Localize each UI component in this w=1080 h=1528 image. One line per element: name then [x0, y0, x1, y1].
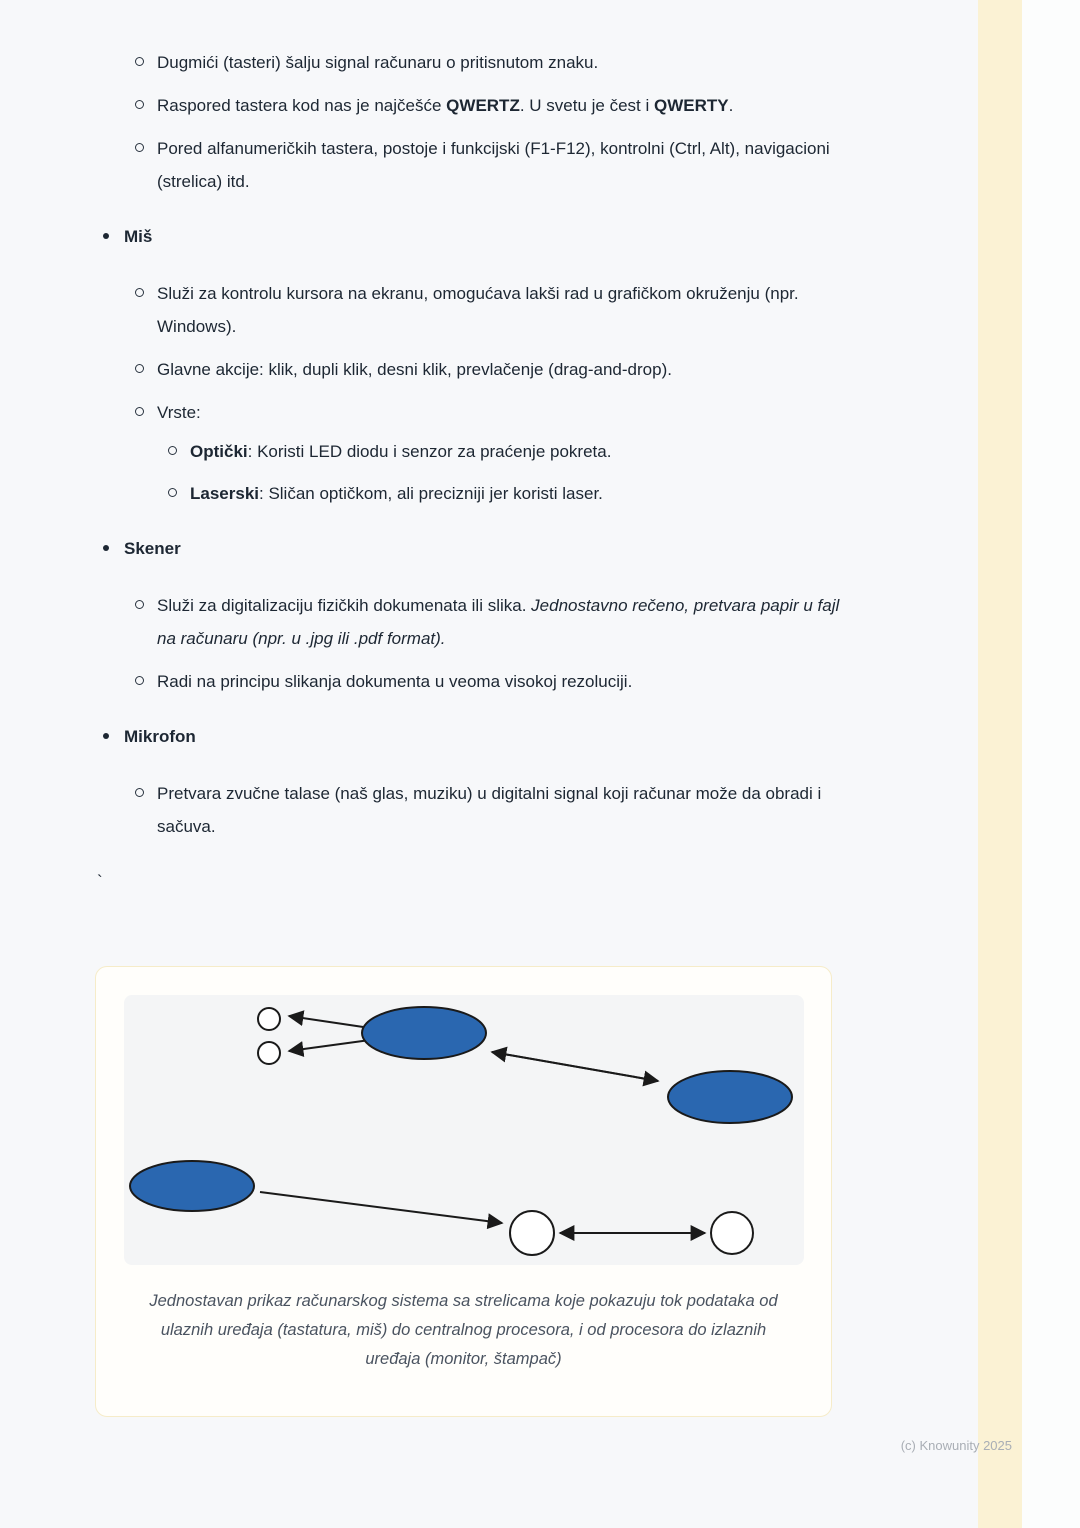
circle-bullet [135, 676, 144, 685]
list-item [135, 46, 842, 79]
circle-bullet [135, 364, 144, 373]
list-item-row [135, 132, 842, 198]
text-run: Pored alfanumeričkih tastera, postoje i funkcijski (F1-F12), kontrolni (Ctrl, Alt), navigacioni (strelica) itd. [157, 139, 830, 191]
list-item [168, 477, 842, 510]
blue-ellipse-right [668, 1071, 792, 1123]
system-diagram [124, 995, 804, 1265]
circle-bottom-right [711, 1212, 753, 1254]
section-heading-scanner [100, 532, 842, 565]
text-run: . U svetu je čest i [519, 96, 654, 115]
circle-bullet [168, 446, 177, 455]
section-title: Skener [124, 539, 181, 558]
text-run: Glavne akcije: klik, dupli klik, desni klik, prevlačenje (drag-and-drop). [157, 360, 672, 379]
section-title: Miš [124, 227, 153, 246]
disc-bullet [103, 545, 109, 551]
small-circle-1 [258, 1008, 280, 1030]
text-run: : Sličan optičkom, ali precizniji jer koristi laser. [259, 484, 603, 503]
list-item [168, 435, 842, 468]
list-item [135, 777, 842, 843]
list-item-row [135, 589, 842, 655]
circle-bullet [135, 143, 144, 152]
text-run: Radi na principu slikanja dokumenta u veoma visokoj rezoluciji. [157, 672, 633, 691]
list-item-row [168, 435, 842, 468]
right-gutter [1022, 0, 1080, 1528]
bold-run: Laserski [190, 484, 259, 503]
bold-run: QWERTZ [446, 96, 520, 115]
arrow-bottom-left-to-center [260, 1192, 502, 1223]
list-item-text [157, 396, 842, 429]
text-run: : Koristi LED diodu i senzor za praćenje pokreta. [247, 442, 612, 461]
figure-caption: Jednostavan prikaz računarskog sistema sa strelicama koje pokazuju tok podataka od ulaznih uređaja (tastatura, miš) do centralnog procesora, i od procesora do izlaznih uređaja (monitor, štampač) [149, 1292, 778, 1368]
text-run: Vrste: [157, 403, 201, 422]
bold-run: QWERTY [654, 96, 729, 115]
figure-card [95, 966, 832, 1417]
right-accent-stripe [978, 0, 1022, 1528]
footer-credit: (c) Knowunity 2025 [900, 1438, 1012, 1453]
stray-backtick: ` [97, 872, 103, 891]
list-item [135, 132, 842, 198]
text-run: Služi za kontrolu kursora na ekranu, omogućava lakši rad u grafičkom okruženju (npr. Windows). [157, 284, 799, 336]
scanner-list [100, 589, 842, 698]
blue-ellipse-top [362, 1007, 486, 1059]
text-run: Dugmići (tasteri) šalju signal računaru o pritisnutom znaku. [157, 53, 599, 72]
mouse-list [100, 277, 842, 510]
microphone-list [100, 777, 842, 843]
system-diagram-svg [124, 995, 804, 1265]
list-item [135, 277, 842, 343]
list-item-row [135, 89, 842, 122]
list-item-row [135, 46, 842, 79]
list-item-row [135, 777, 842, 843]
small-circle-2 [258, 1042, 280, 1064]
blue-ellipse-bottom-left [130, 1161, 254, 1211]
list-item-text [157, 89, 842, 122]
text-run: Pretvara zvučne talase (naš glas, muziku) u digitalni signal koji računar može da obradi i sačuva. [157, 784, 822, 836]
section-heading-mouse [100, 220, 842, 253]
list-item-row [135, 665, 842, 698]
list-item-text [157, 353, 842, 386]
notes-document [97, 46, 842, 898]
list-item [135, 396, 842, 510]
text-run: . [728, 96, 734, 115]
list-item-row [135, 396, 842, 429]
list-item-text [157, 132, 842, 198]
section-heading-microphone [100, 720, 842, 753]
arrow-to-circle-2 [289, 1040, 370, 1051]
list-item-row [168, 477, 842, 510]
list-item-row [135, 277, 842, 343]
arrow-to-circle-1 [289, 1016, 370, 1028]
keyboard-notes-list [100, 46, 842, 198]
list-item-text [190, 477, 842, 510]
circle-bullet [135, 788, 144, 797]
circle-bottom-center [510, 1211, 554, 1255]
list-item-text [157, 277, 842, 343]
list-item-text [157, 665, 842, 698]
list-item [135, 589, 842, 655]
circle-bullet [135, 407, 144, 416]
circle-bullet [135, 100, 144, 109]
list-item-text [157, 777, 842, 843]
circle-bullet [135, 600, 144, 609]
circle-bullet [168, 488, 177, 497]
list-item-row [135, 353, 842, 386]
bold-run: Optički [190, 442, 248, 461]
list-item-text [190, 435, 842, 468]
disc-bullet [103, 733, 109, 739]
italic-run: Jednostavno rečeno, pretvara papir u fajl na računaru (npr. u .jpg ili .pdf format). [157, 596, 840, 648]
list-item [135, 665, 842, 698]
list-item [135, 353, 842, 386]
mouse-types-list [135, 435, 842, 510]
disc-bullet [103, 233, 109, 239]
double-arrow-top-right-b [492, 1052, 658, 1081]
list-item-text [157, 589, 842, 655]
list-item-text [157, 46, 842, 79]
circle-bullet [135, 57, 144, 66]
text-run: Služi za digitalizaciju fizičkih dokumenata ili slika. [157, 596, 532, 615]
circle-bullet [135, 288, 144, 297]
list-item [135, 89, 842, 122]
text-run: Raspored tastera kod nas je najčešće [157, 96, 447, 115]
section-title: Mikrofon [124, 727, 196, 746]
